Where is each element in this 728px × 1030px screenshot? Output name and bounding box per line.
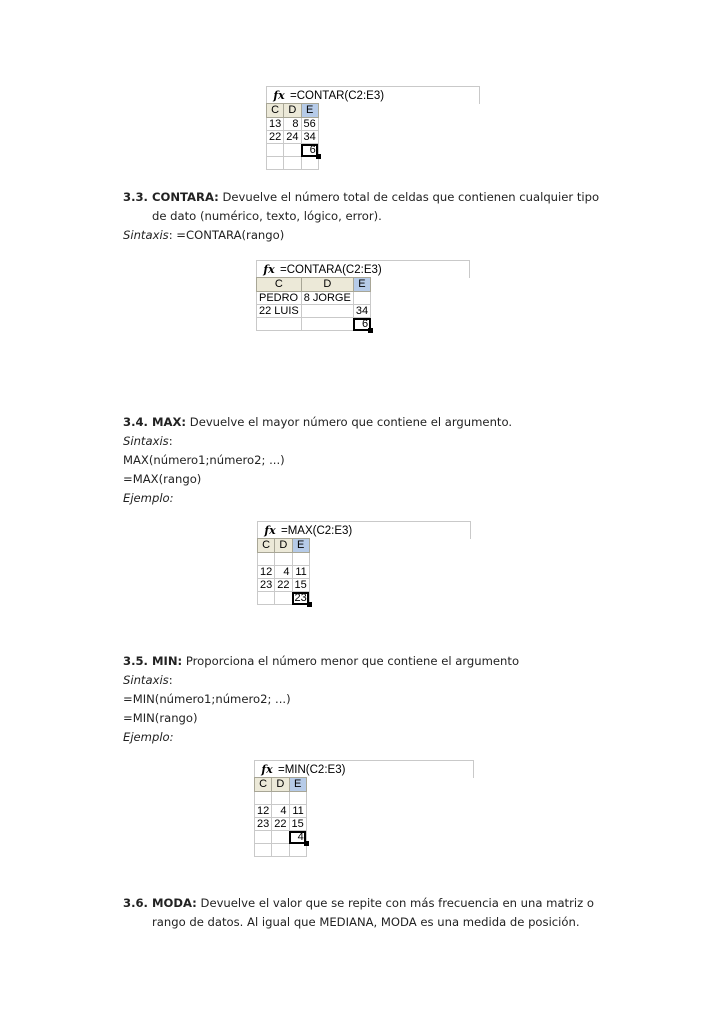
syntax-label: Sintaxis [123,673,169,687]
column-header-d[interactable]: D [272,778,289,792]
table-row [267,144,319,157]
cell[interactable] [272,831,289,844]
syntax-label: Sintaxis [123,434,169,448]
column-header-c[interactable]: C [258,539,275,553]
cell[interactable]: 23 [255,818,272,831]
cell[interactable]: 34 [353,305,370,318]
cell[interactable] [289,792,306,805]
syntax-colon: : [168,673,173,687]
cell[interactable]: 23 [258,579,275,592]
example-label-line [123,728,519,747]
formula-text: =CONTARA(C2:E3) [280,263,382,276]
active-cell[interactable]: 6 [353,318,370,331]
cell[interactable]: 22 LUIS [257,305,302,318]
cell[interactable]: 12 [255,805,272,818]
cell[interactable]: 56 [301,118,318,131]
section-min [123,652,519,747]
table-row [258,579,310,592]
table-row [258,553,310,566]
function-icon[interactable]: fx [261,763,273,776]
cell[interactable]: 11 [289,805,306,818]
section-description-cont: rango de datos. Al igual que MEDIANA, MODA es una medida de posición. [152,915,580,929]
cell-grid [256,277,371,331]
syntax-label: Sintaxis [123,228,169,242]
column-header-e[interactable]: E [292,539,309,553]
formula-bar[interactable] [256,260,470,278]
cell[interactable] [275,553,292,566]
cell[interactable] [284,157,301,170]
cell[interactable] [353,292,370,305]
table-row [255,844,307,857]
formula-bar[interactable] [266,86,480,104]
table-row [258,592,310,605]
cell[interactable]: 15 [289,818,306,831]
syntax-form-1: MAX(número1;número2; ...) [123,453,285,467]
example-label-line [123,489,512,508]
formula-bar[interactable] [254,760,474,778]
syntax-text: : =CONTARA(rango) [168,228,285,242]
syntax-form-2: =MIN(rango) [123,711,198,725]
example-label: Ejemplo: [123,730,174,744]
syntax-form-2: =MAX(rango) [123,472,202,486]
table-row [257,318,371,331]
cell[interactable]: 4 [275,566,292,579]
cell[interactable] [255,844,272,857]
cell[interactable] [255,792,272,805]
cell[interactable]: 24 [284,131,301,144]
cell[interactable]: 22 [272,818,289,831]
cell[interactable] [267,144,284,157]
cell[interactable]: 13 [267,118,284,131]
table-row [258,566,310,579]
table-row [255,792,307,805]
column-header-e[interactable]: E [353,278,370,292]
cell[interactable]: 22 [267,131,284,144]
cell[interactable] [292,553,309,566]
section-line [123,413,512,432]
section-heading: 3.3. CONTARA: [123,190,219,204]
syntax-line [123,671,519,690]
column-header-d[interactable]: D [275,539,292,553]
example-label: Ejemplo: [123,491,174,505]
cell[interactable]: PEDRO [257,292,302,305]
cell[interactable] [301,318,353,331]
cell[interactable] [284,144,301,157]
cell[interactable] [267,157,284,170]
function-icon[interactable]: fx [273,89,285,102]
column-header-c[interactable]: C [267,104,284,118]
syntax-form-1: =MIN(número1;número2; ...) [123,692,291,706]
cell[interactable] [301,305,353,318]
cell[interactable]: 8 [284,118,301,131]
cell[interactable] [275,592,292,605]
cell[interactable] [272,844,289,857]
table-row [257,292,371,305]
section-line [123,652,519,671]
active-cell[interactable]: 4 [289,831,306,844]
column-header-d[interactable]: D [301,278,353,292]
table-row [255,831,307,844]
table-row [267,118,319,131]
active-cell[interactable]: 23 [292,592,309,605]
cell-grid [266,103,319,170]
function-icon[interactable]: fx [264,524,276,537]
cell[interactable]: 11 [292,566,309,579]
cell[interactable]: 15 [292,579,309,592]
cell[interactable]: 4 [272,805,289,818]
cell[interactable] [257,318,302,331]
column-header-c[interactable]: C [257,278,302,292]
cell[interactable]: 22 [275,579,292,592]
cell[interactable]: 8 JORGE [301,292,353,305]
section-moda [123,894,594,932]
cell[interactable] [258,592,275,605]
column-header-c[interactable]: C [255,778,272,792]
syntax-colon: : [168,434,173,448]
syntax-line [123,432,512,451]
column-header-e[interactable]: E [301,104,318,118]
section-description-cont: de dato (numérico, texto, lógico, error). [152,209,382,223]
active-cell[interactable]: 6 [301,144,318,157]
table-row [255,805,307,818]
section-heading: 3.6. MODA: [123,896,197,910]
section-heading: 3.4. MAX: [123,415,187,429]
section-description: Devuelve el mayor número que contiene el argumento. [186,415,513,429]
cell[interactable] [272,792,289,805]
cell[interactable]: 34 [301,131,318,144]
formula-bar[interactable] [257,521,471,539]
column-header-e[interactable]: E [289,778,306,792]
section-heading: 3.5. MIN: [123,654,183,668]
table-row [257,305,371,318]
section-description: Devuelve el valor que se repite con más frecuencia en una matriz o [196,896,594,910]
cell[interactable] [258,553,275,566]
cell[interactable]: 12 [258,566,275,579]
formula-text: =MAX(C2:E3) [281,524,353,537]
section-description: Devuelve el número total de celdas que contienen cualquier tipo [218,190,600,204]
syntax-line [123,226,599,245]
function-icon[interactable]: fx [263,263,275,276]
column-header-d[interactable]: D [284,104,301,118]
table-row [267,157,319,170]
section-line [123,894,594,913]
formula-text: =CONTAR(C2:E3) [290,89,385,102]
cell[interactable] [255,831,272,844]
section-contara [123,188,599,245]
section-description: Proporciona el número menor que contiene el argumento [182,654,520,668]
table-row [255,818,307,831]
table-row [267,131,319,144]
section-max [123,413,512,508]
cell-grid [254,777,307,857]
section-line [123,188,599,207]
formula-text: =MIN(C2:E3) [278,763,346,776]
cell-grid [257,538,310,605]
